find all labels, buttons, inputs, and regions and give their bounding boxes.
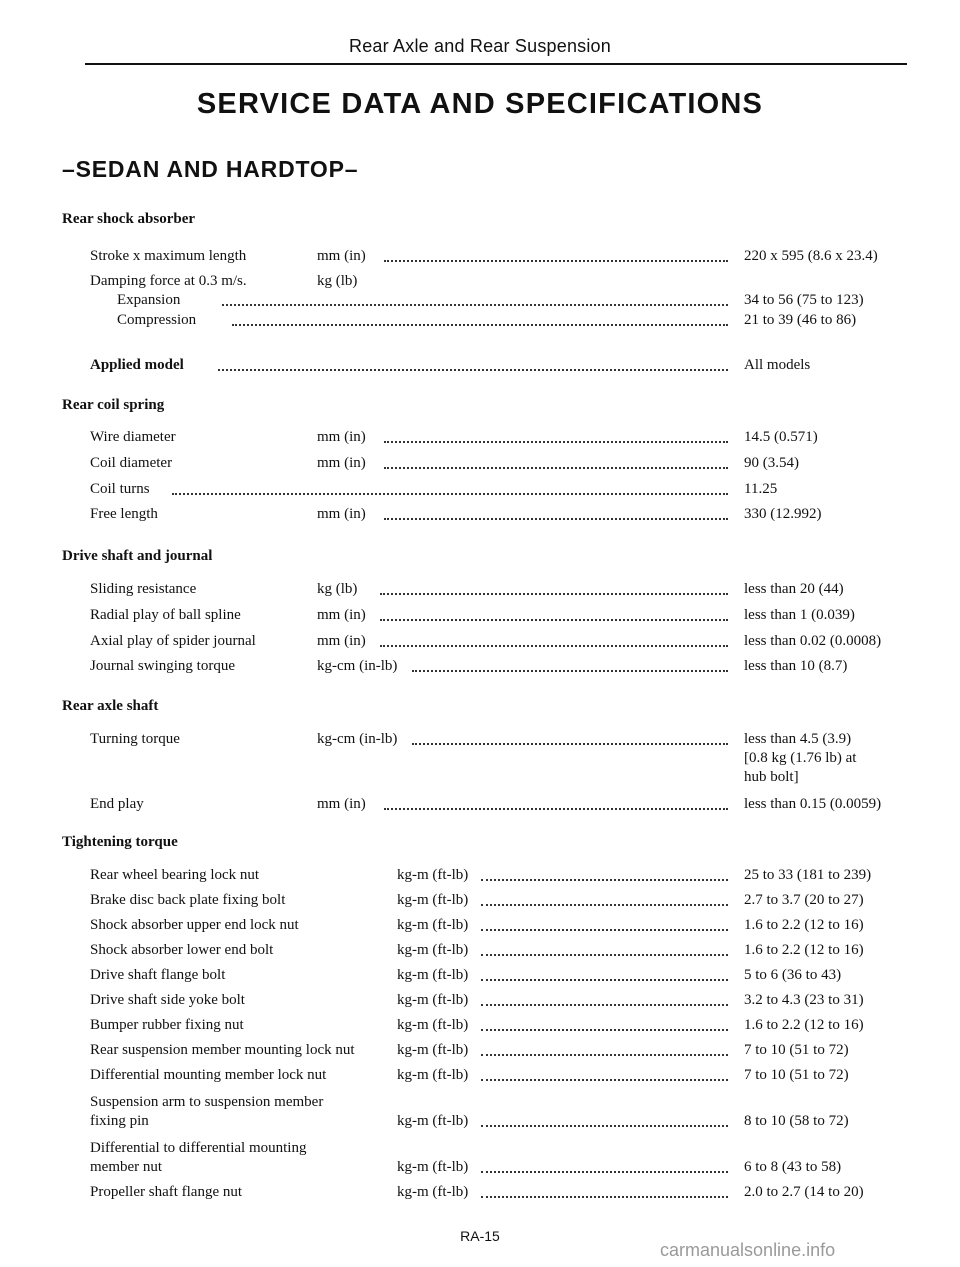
drive-row-unit: kg (lb)	[317, 581, 358, 597]
drive-row-value: less than 0.02 (0.0008)	[744, 633, 882, 649]
coil-row-value: 14.5 (0.571)	[744, 429, 818, 445]
drive-row-value: less than 1 (0.039)	[744, 607, 855, 623]
turning-torque-value: hub bolt]	[744, 769, 799, 785]
torque-row-label: Rear suspension member mounting lock nut	[90, 1042, 355, 1058]
coil-row-value: 330 (12.992)	[744, 506, 822, 522]
turning-torque-value: less than 4.5 (3.9)	[744, 731, 852, 747]
drive-row-value: less than 10 (8.7)	[744, 658, 848, 674]
torque-row-unit: kg-m (ft-lb)	[397, 1017, 469, 1033]
leader-dots	[380, 609, 728, 621]
expansion-label: Expansion	[117, 292, 181, 308]
expansion-value: 34 to 56 (75 to 123)	[744, 292, 864, 308]
leader-dots	[481, 869, 728, 881]
torque-row-unit: kg-m (ft-lb)	[397, 942, 469, 958]
torque-row-unit: kg-m (ft-lb)	[397, 1159, 469, 1175]
leader-dots	[384, 457, 728, 469]
leader-dots	[481, 1044, 728, 1056]
torque-row-value: 5 to 6 (36 to 43)	[744, 967, 842, 983]
torque-row-label: Shock absorber lower end bolt	[90, 942, 274, 958]
drive-heading: Drive shaft and journal	[62, 548, 213, 564]
compression-value: 21 to 39 (46 to 86)	[744, 312, 857, 328]
torque-row-value: 2.0 to 2.7 (14 to 20)	[744, 1184, 864, 1200]
coil-row-unit: mm (in)	[317, 429, 366, 445]
torque-row-label: Drive shaft flange bolt	[90, 967, 226, 983]
torque-row-label: member nut	[90, 1159, 163, 1175]
torque-row-label: Brake disc back plate fixing bolt	[90, 892, 286, 908]
torque-row-label: Shock absorber upper end lock nut	[90, 917, 299, 933]
torque-row-label: Bumper rubber fixing nut	[90, 1017, 244, 1033]
drive-row-unit: mm (in)	[317, 633, 366, 649]
shock-heading: Rear shock absorber	[62, 211, 196, 227]
leader-dots	[481, 1069, 728, 1081]
leader-dots	[481, 994, 728, 1006]
torque-row-value: 1.6 to 2.2 (12 to 16)	[744, 1017, 864, 1033]
coil-heading: Rear coil spring	[62, 397, 165, 413]
torque-row-unit: kg-m (ft-lb)	[397, 1067, 469, 1083]
leader-dots	[481, 1115, 728, 1127]
leader-dots	[412, 733, 728, 745]
watermark: carmanualsonline.info	[660, 1240, 836, 1260]
torque-row-value: 8 to 10 (58 to 72)	[744, 1113, 849, 1129]
drive-row-unit: kg-cm (in-lb)	[317, 658, 398, 674]
applied-model-value: All models	[744, 357, 811, 373]
torque-row-value: 7 to 10 (51 to 72)	[744, 1067, 849, 1083]
torque-row-value: 2.7 to 3.7 (20 to 27)	[744, 892, 864, 908]
torque-row-unit: kg-m (ft-lb)	[397, 967, 469, 983]
coil-row-label: Free length	[90, 506, 158, 522]
torque-row-label: Differential to differential mounting	[90, 1140, 307, 1156]
torque-row-value: 25 to 33 (181 to 239)	[744, 867, 872, 883]
page-title: SERVICE DATA AND SPECIFICATIONS	[196, 88, 764, 120]
applied-model-label: Applied model	[90, 357, 184, 373]
end-play-value: less than 0.15 (0.0059)	[744, 796, 882, 812]
leader-dots	[384, 250, 728, 262]
torque-row-label: Suspension arm to suspension member	[90, 1094, 324, 1110]
running-header: Rear Axle and Rear Suspension	[349, 36, 611, 56]
turning-torque-label: Turning torque	[90, 731, 180, 747]
torque-row-unit: kg-m (ft-lb)	[397, 867, 469, 883]
stroke-label: Stroke x maximum length	[90, 248, 247, 264]
coil-row-unit: mm (in)	[317, 455, 366, 471]
leader-dots	[384, 431, 728, 443]
coil-row-value: 11.25	[744, 481, 778, 497]
leader-dots	[481, 894, 728, 906]
leader-dots	[380, 635, 728, 647]
leader-dots	[481, 1161, 728, 1173]
torque-row-unit: kg-m (ft-lb)	[397, 917, 469, 933]
leader-dots	[481, 919, 728, 931]
damping-label: Damping force at 0.3 m/s.	[90, 273, 247, 289]
end-play-label: End play	[90, 796, 144, 812]
leader-dots	[222, 294, 728, 306]
drive-row-unit: mm (in)	[317, 607, 366, 623]
drive-row-label: Axial play of spider journal	[90, 633, 256, 649]
page-number: RA-15	[460, 1228, 500, 1244]
torque-row-value: 6 to 8 (43 to 58)	[744, 1159, 842, 1175]
leader-dots	[481, 969, 728, 981]
stroke-unit: mm (in)	[317, 248, 366, 264]
leader-dots	[384, 508, 728, 520]
torque-row-value: 1.6 to 2.2 (12 to 16)	[744, 917, 864, 933]
torque-row-unit: kg-m (ft-lb)	[397, 1113, 469, 1129]
leader-dots	[481, 944, 728, 956]
leader-dots	[380, 583, 728, 595]
damping-unit: kg (lb)	[317, 273, 358, 289]
torque-row-label: Drive shaft side yoke bolt	[90, 992, 245, 1008]
coil-row-label: Coil turns	[90, 481, 150, 497]
leader-dots	[481, 1186, 728, 1198]
torque-row-label: fixing pin	[90, 1113, 149, 1129]
leader-dots	[218, 359, 728, 371]
torque-heading: Tightening torque	[62, 834, 178, 850]
torque-row-unit: kg-m (ft-lb)	[397, 1042, 469, 1058]
compression-label: Compression	[117, 312, 197, 328]
section-title: –SEDAN AND HARDTOP–	[62, 156, 359, 182]
torque-row-unit: kg-m (ft-lb)	[397, 892, 469, 908]
stroke-value: 220 x 595 (8.6 x 23.4)	[744, 248, 878, 264]
drive-row-label: Radial play of ball spline	[90, 607, 241, 623]
drive-row-label: Sliding resistance	[90, 581, 197, 597]
leader-dots	[232, 314, 728, 326]
torque-row-value: 7 to 10 (51 to 72)	[744, 1042, 849, 1058]
end-play-unit: mm (in)	[317, 796, 366, 812]
turning-torque-value: [0.8 kg (1.76 lb) at	[744, 750, 857, 766]
leader-dots	[384, 798, 728, 810]
torque-row-value: 1.6 to 2.2 (12 to 16)	[744, 942, 864, 958]
header-rule	[85, 63, 907, 65]
torque-row-unit: kg-m (ft-lb)	[397, 1184, 469, 1200]
coil-row-label: Wire diameter	[90, 429, 176, 445]
coil-row-label: Coil diameter	[90, 455, 173, 471]
leader-dots	[172, 483, 728, 495]
torque-row-unit: kg-m (ft-lb)	[397, 992, 469, 1008]
leader-dots	[412, 660, 728, 672]
leader-dots	[481, 1019, 728, 1031]
torque-row-label: Rear wheel bearing lock nut	[90, 867, 260, 883]
drive-row-value: less than 20 (44)	[744, 581, 844, 597]
axle-heading: Rear axle shaft	[62, 698, 159, 714]
torque-row-value: 3.2 to 4.3 (23 to 31)	[744, 992, 864, 1008]
turning-torque-unit: kg-cm (in-lb)	[317, 731, 398, 747]
coil-row-unit: mm (in)	[317, 506, 366, 522]
torque-row-label: Propeller shaft flange nut	[90, 1184, 243, 1200]
drive-row-label: Journal swinging torque	[90, 658, 235, 674]
coil-row-value: 90 (3.54)	[744, 455, 799, 471]
torque-row-label: Differential mounting member lock nut	[90, 1067, 327, 1083]
